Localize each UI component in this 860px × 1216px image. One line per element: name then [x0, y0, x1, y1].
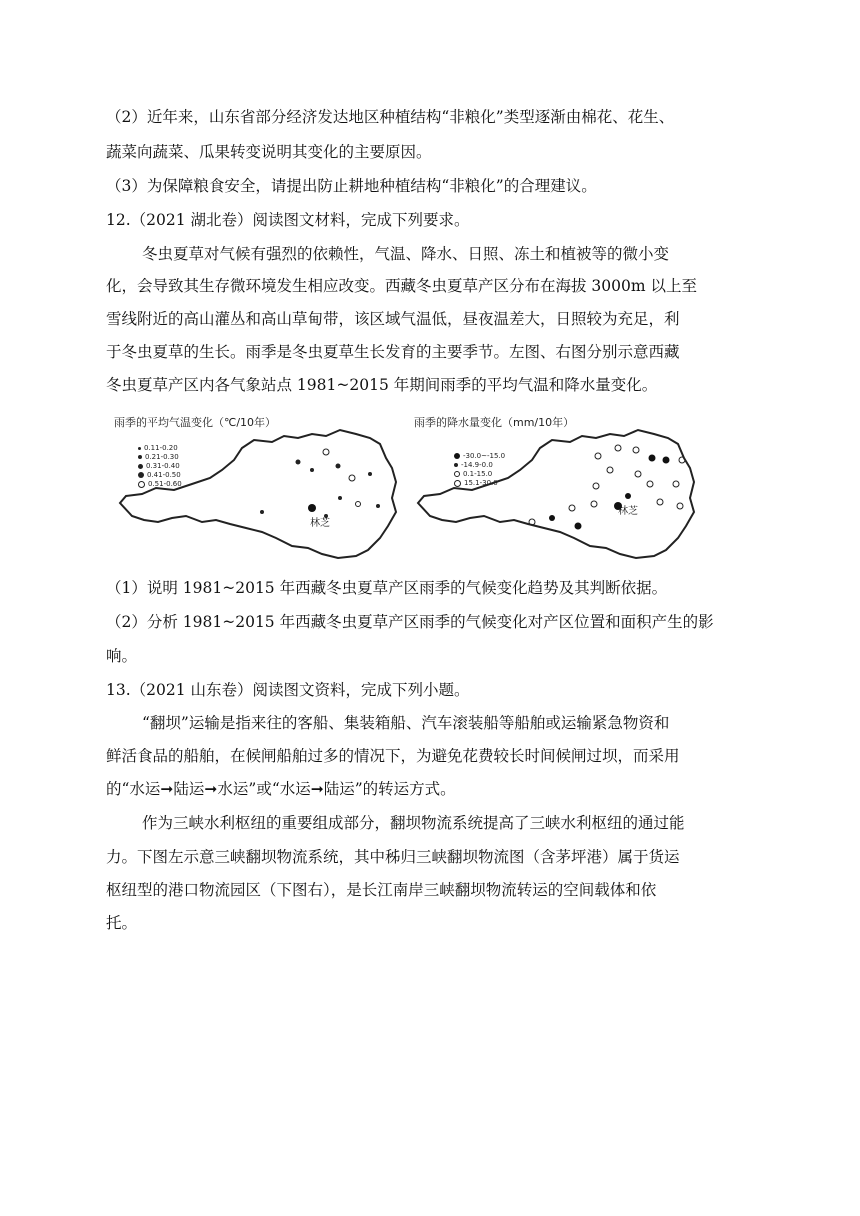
- passage-line: 作为三峡水利枢纽的重要组成部分，翻坝物流系统提高了三峡水利枢纽的通过能: [142, 814, 685, 832]
- passage-line: 于冬虫夏草的生长。雨季是冬虫夏草生长发育的主要季节。左图、右图分别示意西藏: [106, 343, 680, 361]
- station-points-left: [112, 408, 402, 568]
- question-heading: 12.（2021 湖北卷）阅读图文材料，完成下列要求。: [106, 211, 470, 229]
- passage-line: 的“水运➞陆运➞水运”或“水运➞陆运”的转运方式。: [106, 780, 456, 798]
- legend-item: 0.31-0.40: [138, 462, 182, 471]
- legend-item: 0.41-0.50: [138, 471, 182, 480]
- city-label-nyingchi: 林芝: [310, 518, 330, 529]
- question-text-line: 蔬菜向蔬菜、瓜果转变说明其变化的主要原因。: [106, 143, 432, 161]
- precipitation-change-map: [412, 408, 702, 568]
- passage-line: 枢纽型的港口物流园区（下图右），是长江南岸三峡翻坝物流转运的空间载体和依: [106, 881, 657, 899]
- legend-item: 0.21-0.30: [138, 453, 182, 462]
- legend-item: 0.51-0.60: [138, 480, 182, 489]
- passage-line: “翻坝”运输是指来往的客船、集装箱船、汽车滚装船等船舶或运输紧急物资和: [142, 714, 670, 732]
- legend-item: 0.11-0.20: [138, 444, 182, 453]
- question-text-line: （2）分析 1981~2015 年西藏冬虫夏草产区雨季的气候变化对产区位置和面积产生的影: [106, 613, 714, 631]
- passage-line: 托。: [106, 914, 138, 932]
- question-text-line: （1）说明 1981~2015 年西藏冬虫夏草产区雨季的气候变化趋势及其判断依据。: [106, 579, 668, 597]
- question-text-line: 响。: [106, 647, 138, 665]
- passage-line: 冬虫夏草产区内各气象站点 1981~2015 年期间雨季的平均气温和降水量变化。: [106, 376, 658, 394]
- map-title: 雨季的平均气温变化（℃/10年）: [114, 416, 277, 429]
- question-heading: 13.（2021 山东卷）阅读图文资料，完成下列小题。: [106, 681, 470, 699]
- question-text-line: （3）为保障粮食安全，请提出防止耕地种植结构“非粮化”的合理建议。: [106, 177, 597, 195]
- legend-item: 0.1-15.0: [454, 470, 505, 479]
- passage-line: 力。下图左示意三峡翻坝物流系统，其中秭归三峡翻坝物流图（含茅坪港）属于货运: [106, 848, 680, 866]
- temperature-change-map: [112, 408, 402, 568]
- passage-line: 鲜活食品的船舶，在候闸船舶过多的情况下，为避免花费较长时间候闸过坝，而采用: [106, 747, 680, 765]
- climate-maps-figure: [112, 408, 712, 568]
- city-label-nyingchi: 林芝: [618, 506, 638, 517]
- map-title: 雨季的降水量变化（mm/10年）: [414, 416, 575, 429]
- passage-line: 雪线附近的高山灌丛和高山草甸带，该区域气温低，昼夜温差大，日照较为充足，利: [106, 310, 680, 328]
- passage-line: 化，会导致其生存微环境发生相应改变。西藏冬虫夏草产区分布在海拔 3000m 以上至: [106, 277, 698, 295]
- question-text-line: （2）近年来，山东省部分经济发达地区种植结构“非粮化”类型逐渐由棉花、花生、: [106, 108, 675, 126]
- passage-line: 冬虫夏草对气候有强烈的依赖性，气温、降水、日照、冻土和植被等的微小变: [142, 245, 670, 263]
- legend-item: -14.9-0.0: [454, 461, 505, 470]
- legend-item: 15.1-30.0: [454, 479, 505, 488]
- station-points-right: [412, 408, 702, 568]
- legend-item: -30.0~-15.0: [454, 452, 505, 461]
